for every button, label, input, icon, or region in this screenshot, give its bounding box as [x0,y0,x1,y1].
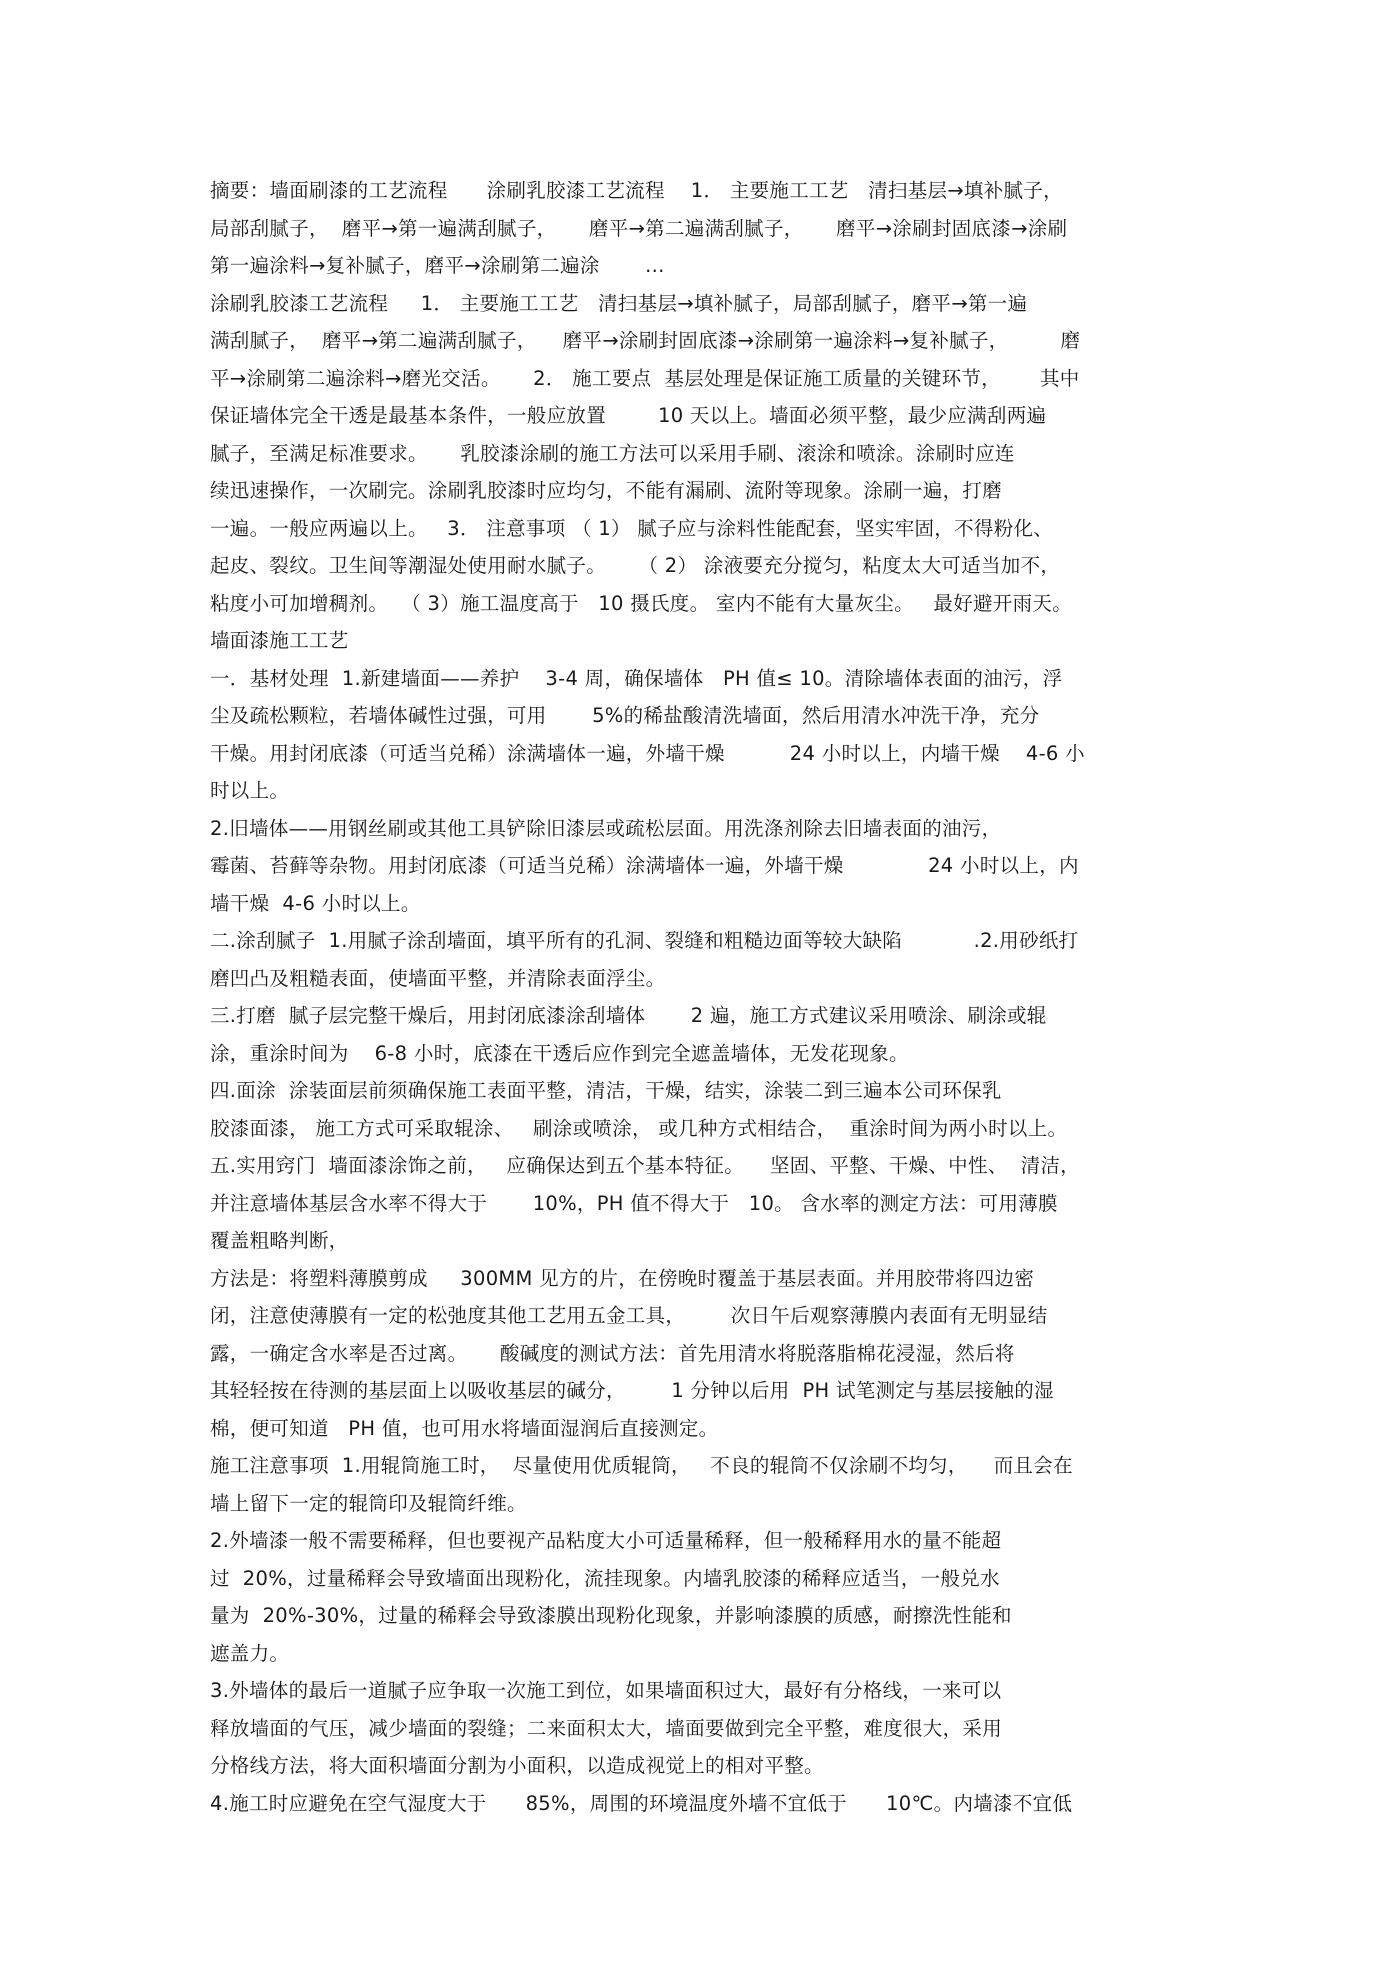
text-line: 摘要：墙面刷漆的工艺流程 涂刷乳胶漆工艺流程 1． 主要施工工艺 清扫基层→填补腻子， [210,179,1063,202]
text-line: 4.施工时应避免在空气湿度大于 85%，周围的环境温度外墙不宜低于 10℃。内墙漆不宜低 [210,1791,1073,1815]
text-line: 遮盖力。 [210,1641,290,1665]
text-line: 涂刷乳胶漆工艺流程 1． 主要施工工艺 清扫基层→填补腻子，局部刮腻子，磨平→第一遍 [210,291,1028,315]
text-line: 涂，重涂时间为 6-8 小时，底漆在干透后应作到完全遮盖墙体，无发花现象。 [210,1041,909,1065]
text-line: 五.实用窍门 墙面漆涂饰之前， 应确保达到五个基本特征。 坚固、平整、干燥、中性、 清洁， [210,1154,1080,1177]
text-line: 一遍。一般应两遍以上。 3． 注意事项 （ 1） 腻子应与涂料性能配套，坚实牢固，不得粉化、 [210,516,1054,540]
text-line: 露，一确定含水率是否过离。 酸碱度的测试方法：首先用清水将脱落脂棉花浸湿，然后将 [210,1341,1015,1365]
document-body [210,172,1210,1822]
text-line: 释放墙面的气压，减少墙面的裂缝；二来面积太大，墙面要做到完全平整，难度很大，采用 [210,1716,1003,1740]
text-line: 粘度小可加增稠剂。 （ 3）施工温度高于 10 摄氏度。 室内不能有大量灰尘。 最好避开雨天。 [210,591,1073,615]
text-line: 局部刮腻子， 磨平→第一遍满刮腻子， 磨平→第二遍满刮腻子， 磨平→涂刷封固底漆→涂刷 [210,216,1068,240]
text-line: 时以上。 [210,779,290,802]
text-line: 起皮、裂纹。卫生间等潮湿处使用耐水腻子。 （ 2） 涂液要充分搅匀，粘度太大可适当加不， [210,554,1061,577]
text-line: 磨凹凸及粗糙表面，使墙面平整，并清除表面浮尘。 [210,966,666,990]
text-line: 2.外墙漆一般不需要稀释，但也要视产品粘度大小可适量稀释，但一般稀释用水的量不能超 [210,1529,1002,1552]
text-line: 腻子，至满足标准要求。 乳胶漆涂刷的施工方法可以采用手刷、滚涂和喷涂。涂刷时应连 [210,441,1015,465]
text-line: 分格线方法，将大面积墙面分割为小面积，以造成视觉上的相对平整。 [210,1754,824,1777]
text-line: 墙面漆施工工艺 [210,629,349,652]
text-line: 平→涂刷第二遍涂料→磨光交活。 2． 施工要点 基层处理是保证施工质量的关键环节， 其中 [210,366,1080,390]
text-line: 保证墙体完全干透是最基本条件，一般应放置 10 天以上。墙面必须平整，最少应满刮两遍 [210,404,1047,427]
text-line: 四.面涂 涂装面层前须确保施工表面平整，清洁，干燥，结实，涂装二到三遍本公司环保乳 [210,1079,1002,1102]
text-line: 尘及疏松颗粒，若墙体碱性过强，可用 5%的稀盐酸清洗墙面，然后用清水冲洗干净，充分 [210,704,1040,727]
text-line: 胶漆面漆， 施工方式可采取辊涂、 刷涂或喷涂， 或几种方式相结合， 重涂时间为两小时以上。 [210,1116,1068,1140]
text-line: 干燥。用封闭底漆（可适当兑稀）涂满墙体一遍，外墙干燥 24 小时以上，内墙干燥 4-6 小 [210,741,1085,765]
text-line: 方法是：将塑料薄膜剪成 300MM 见方的片，在傍晚时覆盖于基层表面。并用胶带将四边密 [210,1266,1035,1290]
text-line: 2.旧墙体——用钢丝刷或其他工具铲除旧漆层或疏松层面。用洗涤剂除去旧墙表面的油污， [210,816,1002,840]
text-line: 3.外墙体的最后一道腻子应争取一次施工到位，如果墙面积过大，最好有分格线，一来可以 [210,1679,1002,1702]
text-line: 量为 20%-30%，过量的稀释会导致漆膜出现粉化现象，并影响漆膜的质感，耐擦洗性能和 [210,1604,1012,1627]
text-line: 过 20%，过量稀释会导致墙面出现粉化，流挂现象。内墙乳胶漆的稀释应适当，一般兑水 [210,1566,1000,1590]
text-line: 其轻轻按在待测的基层面上以吸收基层的碱分， 1 分钟以后用 PH 试笔测定与基层接触的湿 [210,1379,1054,1402]
text-line: 第一遍涂料→复补腻子，磨平→涂刷第二遍涂 ... [210,254,665,277]
text-line: 墙干燥 4-6 小时以上。 [210,891,421,915]
text-line: 一．基材处理 1.新建墙面——养护 3-4 周，确保墙体 PH 值≤ 10。清除墙体表面的油污，浮 [210,666,1063,690]
text-line: 霉菌、苔藓等杂物。用封闭底漆（可适当兑稀）涂满墙体一遍，外墙干燥 24 小时以上，内 [210,854,1079,877]
text-line: 施工注意事项 1.用辊筒施工时， 尽量使用优质辊筒， 不良的辊筒不仅涂刷不均匀， 而且会在 [210,1454,1073,1477]
text-line: 棉，便可知道 PH 值，也可用水将墙面湿润后直接测定。 [210,1416,719,1440]
text-line: 并注意墙体基层含水率不得大于 10%，PH 值不得大于 10。 含水率的测定方法：可用薄膜 [210,1191,1058,1215]
text-line: 满刮腻子， 磨平→第二遍满刮腻子， 磨平→涂刷封固底漆→涂刷第一遍涂料→复补腻子， 磨 [210,329,1081,352]
text-line: 二.涂刮腻子 1.用腻子涂刮墙面，填平所有的孔洞、裂缝和粗糙边面等较大缺陷 .2.用砂纸打 [210,929,1079,952]
text-line: 覆盖粗略判断， [210,1229,349,1252]
text-line: 闭，注意使薄膜有一定的松弛度其他工艺用五金工具， 次日午后观察薄膜内表面有无明显结 [210,1304,1048,1327]
text-line: 三.打磨 腻子层完整干燥后，用封闭底漆涂刮墙体 2 遍，施工方式建议采用喷涂、刷涂或辊 [210,1004,1047,1027]
text-line: 墙上留下一定的辊筒印及辊筒纤维。 [210,1491,527,1515]
text-line: 续迅速操作，一次刷完。涂刷乳胶漆时应均匀，不能有漏刷、流附等现象。涂刷一遍，打磨 [210,479,1003,502]
